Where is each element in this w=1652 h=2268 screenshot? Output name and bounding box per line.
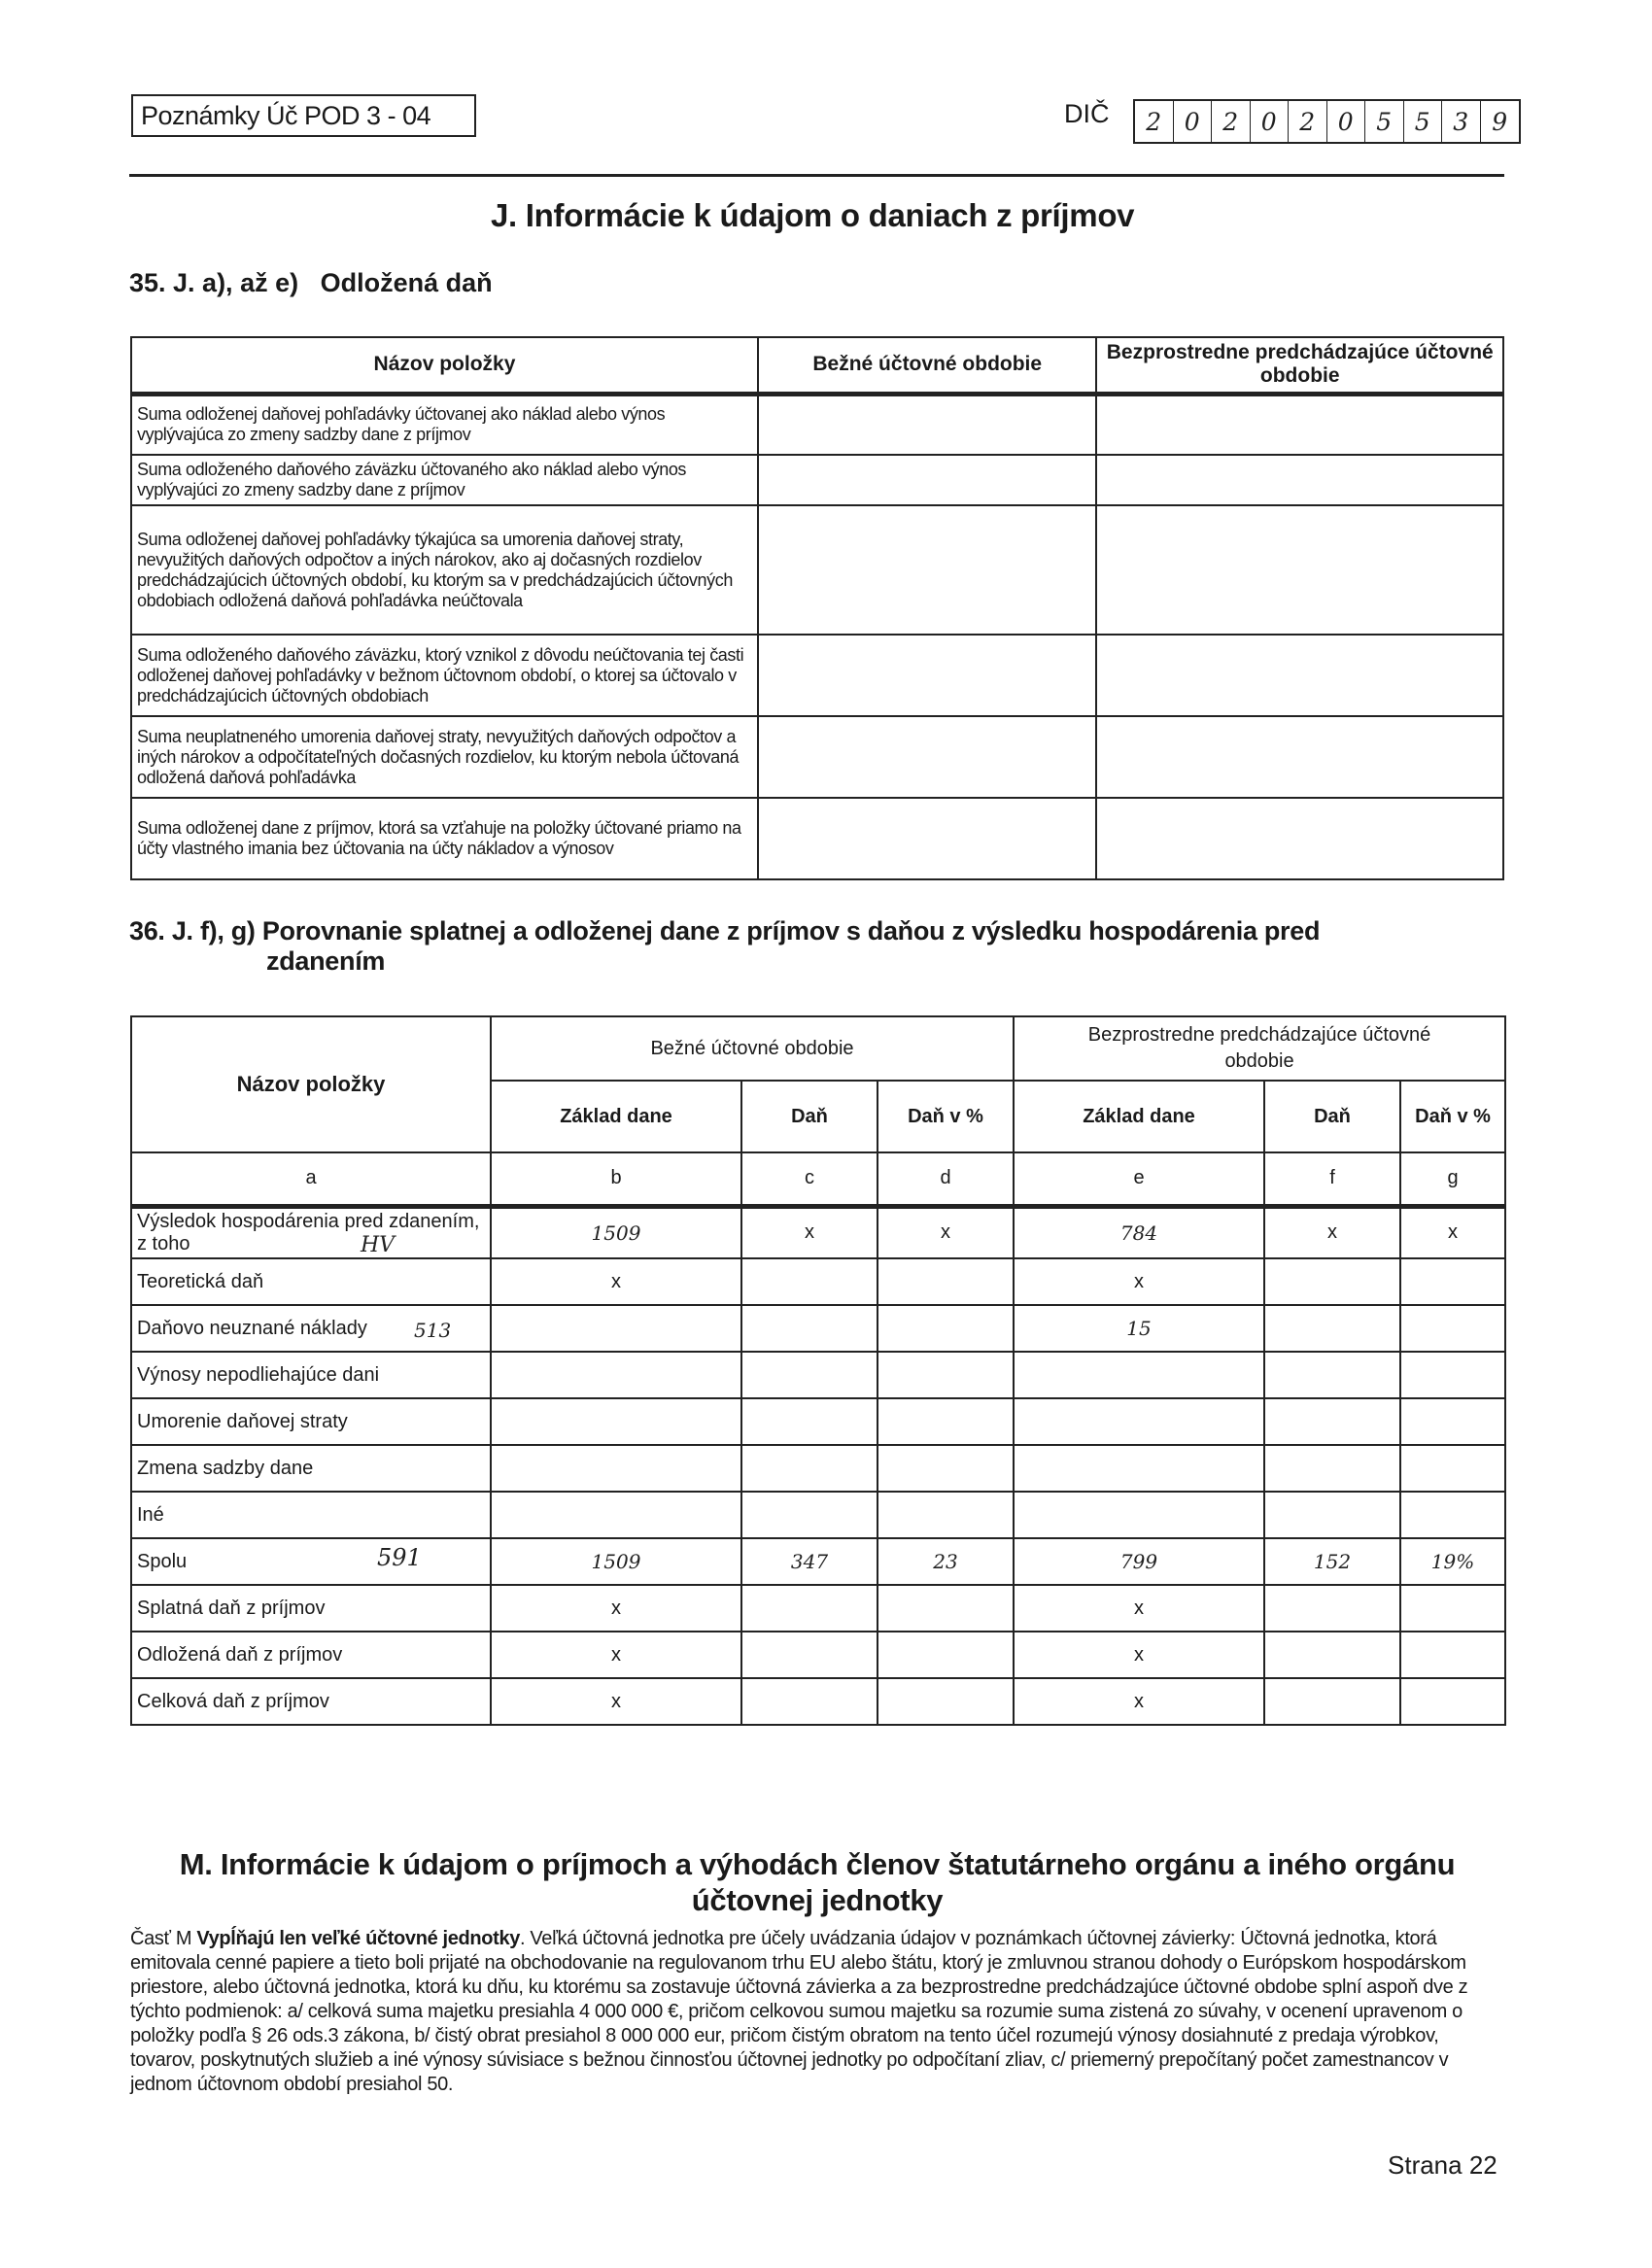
table-row [131, 394, 1503, 455]
tax-current-cell[interactable] [741, 1445, 878, 1492]
page-number: Strana 22 [1388, 2150, 1497, 2180]
tax-previous-cell[interactable] [1264, 1398, 1400, 1445]
previous-period-cell[interactable] [1096, 798, 1503, 879]
row-label [131, 1305, 491, 1352]
tax-base-previous-cell[interactable]: x [1014, 1585, 1264, 1632]
previous-period-cell[interactable] [1096, 716, 1503, 798]
table-row [131, 1305, 1505, 1352]
column-letter: e [1014, 1152, 1264, 1206]
tax-current-cell[interactable] [741, 1492, 878, 1538]
tax-pct-current-cell[interactable] [878, 1585, 1014, 1632]
column-header-previous-period: Bezprostredne predchádzajúce účtovné obdobie [1096, 337, 1503, 394]
row-label: Suma odloženého daňového záväzku účtovaného ako náklad alebo výnos vyplývajúci zo zmeny sadzby dane z príjmov [131, 455, 758, 505]
dic-digit[interactable]: 2 [1289, 101, 1327, 142]
tax-base-current-cell[interactable] [491, 1305, 741, 1352]
tax-base-current-cell[interactable] [491, 1445, 741, 1492]
section-35-title: 35. J. a), až e) Odložená daň [129, 268, 493, 297]
previous-period-cell[interactable] [1096, 394, 1503, 455]
dic-digit[interactable]: 2 [1135, 101, 1174, 142]
column-letter: b [491, 1152, 741, 1206]
row-label: Suma odloženého daňového záväzku, ktorý vznikol z dôvodu neúčtovania tej časti odloženej daňovej pohľadávky v bežnom účtovnom období, o ktorej sa účtovalo v predchádzajúcich účtovných obdobiach [131, 635, 758, 716]
tax-pct-current-cell[interactable] [878, 1305, 1014, 1352]
tax-base-previous-cell[interactable] [1014, 1492, 1264, 1538]
table-row [131, 1585, 1505, 1632]
tax-pct-previous-cell[interactable] [1400, 1678, 1505, 1725]
section-36-title [129, 916, 1490, 977]
handwritten-note: 591 [377, 1544, 422, 1571]
current-period-cell[interactable] [758, 798, 1096, 879]
table-row [131, 1678, 1505, 1725]
tax-previous-cell[interactable]: x [1264, 1206, 1400, 1258]
row-label [131, 1538, 491, 1585]
column-header-tax-base-previous: Základ dane [1014, 1081, 1264, 1152]
tax-base-current-cell[interactable]: x [491, 1585, 741, 1632]
row-label [131, 1206, 491, 1258]
tax-pct-previous-cell[interactable] [1400, 1632, 1505, 1678]
row-label: Splatná daň z príjmov [131, 1585, 491, 1632]
dic-digit[interactable]: 0 [1327, 101, 1366, 142]
tax-current-cell[interactable] [741, 1305, 878, 1352]
table-row [131, 1206, 1505, 1258]
tax-base-current-cell[interactable]: 1509 [491, 1206, 741, 1258]
tax-base-current-cell[interactable]: x [491, 1632, 741, 1678]
tax-base-current-cell[interactable]: 1509 [491, 1538, 741, 1585]
table-row-total [131, 1538, 1505, 1585]
tax-current-cell[interactable] [741, 1398, 878, 1445]
tax-base-previous-cell[interactable]: x [1014, 1258, 1264, 1305]
section-j-title: J. Informácie k údajom o daniach z príjmov [491, 197, 1135, 233]
current-period-cell[interactable] [758, 394, 1096, 455]
tax-current-cell[interactable] [741, 1585, 878, 1632]
table-row [131, 1445, 1505, 1492]
tax-pct-current-cell[interactable] [878, 1445, 1014, 1492]
row-label: Celková daň z príjmov [131, 1678, 491, 1725]
row-label: Iné [131, 1492, 491, 1538]
tax-base-current-cell[interactable] [491, 1492, 741, 1538]
section-36-title-line1: 36. J. f), g) Porovnanie splatnej a odloženej dane z príjmov s daňou z výsledku hospodárenia pred [129, 916, 1321, 945]
previous-period-cell[interactable] [1096, 505, 1503, 635]
table-row [131, 798, 1503, 879]
tax-base-previous-cell[interactable] [1014, 1445, 1264, 1492]
column-header-tax-pct-previous: Daň v % [1400, 1081, 1505, 1152]
row-label-text: Spolu [137, 1550, 188, 1572]
tax-previous-cell[interactable] [1264, 1305, 1400, 1352]
column-header-current-period: Bežné účtovné obdobie [758, 337, 1096, 394]
column-letter: a [131, 1152, 491, 1206]
tax-base-current-cell[interactable]: x [491, 1678, 741, 1725]
form-id: Poznámky Úč POD 3 - 04 [141, 100, 431, 130]
tax-base-current-cell[interactable] [491, 1398, 741, 1445]
column-letter: d [878, 1152, 1014, 1206]
tax-current-cell[interactable] [741, 1678, 878, 1725]
column-header-tax-current: Daň [741, 1081, 878, 1152]
dic-field[interactable] [1133, 99, 1521, 144]
row-label: Zmena sadzby dane [131, 1445, 491, 1492]
dic-digit[interactable]: 2 [1212, 101, 1251, 142]
tax-pct-current-cell[interactable] [878, 1492, 1014, 1538]
row-label: Umorenie daňovej straty [131, 1398, 491, 1445]
tax-base-previous-cell[interactable] [1014, 1352, 1264, 1398]
tax-previous-cell[interactable] [1264, 1445, 1400, 1492]
table-row [131, 635, 1503, 716]
column-letters-row [131, 1152, 1505, 1206]
tax-pct-previous-cell[interactable] [1400, 1305, 1505, 1352]
tax-pct-previous-cell[interactable] [1400, 1492, 1505, 1538]
tax-pct-current-cell[interactable] [878, 1258, 1014, 1305]
column-header-tax-previous: Daň [1264, 1081, 1400, 1152]
deferred-tax-table [130, 336, 1504, 880]
table-row [131, 1258, 1505, 1305]
tax-current-cell[interactable] [741, 1258, 878, 1305]
tax-pct-current-cell[interactable] [878, 1352, 1014, 1398]
tax-base-previous-cell[interactable]: 15 [1014, 1305, 1264, 1352]
section-m-title: M. Informácie k údajom o príjmoch a výhodách členov štatutárneho orgánu a iného orgánu účtovnej jednotky [179, 1847, 1456, 1917]
tax-pct-current-cell[interactable]: 23 [878, 1538, 1014, 1585]
tax-current-cell[interactable] [741, 1352, 878, 1398]
row-label: Výnosy nepodliehajúce dani [131, 1352, 491, 1398]
tax-pct-previous-cell[interactable] [1400, 1352, 1505, 1398]
table-row [131, 1398, 1505, 1445]
tax-base-current-cell[interactable] [491, 1352, 741, 1398]
table-row [131, 1632, 1505, 1678]
tax-pct-current-cell[interactable]: x [878, 1206, 1014, 1258]
column-header-item-name: Názov položky [131, 337, 758, 394]
table-row [131, 1352, 1505, 1398]
column-header-tax-base-current: Základ dane [491, 1081, 741, 1152]
row-label: Suma neuplatneného umorenia daňovej straty, nevyužitých daňových odpočtov a iných nárokov a odpočítateľných dočasných rozdielov, ku ktorým nebola účtovaná odložená daňová pohľadávka [131, 716, 758, 798]
current-period-cell[interactable] [758, 635, 1096, 716]
row-label-text: Výsledok hospodárenia pred zdanením, z toho [137, 1210, 480, 1254]
tax-pct-previous-cell[interactable]: 19% [1400, 1538, 1505, 1585]
section-m-intro-prefix: Časť M [130, 1928, 197, 1949]
column-letter: g [1400, 1152, 1505, 1206]
tax-base-current-cell[interactable]: x [491, 1258, 741, 1305]
section-m-intro-bold: Vypĺňajú len veľké účtovné jednotky [196, 1928, 520, 1949]
handwritten-note: 513 [414, 1319, 452, 1342]
tax-pct-previous-cell[interactable]: x [1400, 1206, 1505, 1258]
dic-label: DIČ [1064, 99, 1110, 128]
tax-current-cell[interactable]: 347 [741, 1538, 878, 1585]
tax-pct-previous-cell[interactable] [1400, 1445, 1505, 1492]
tax-pct-previous-cell[interactable] [1400, 1585, 1505, 1632]
dic-digit[interactable]: 0 [1251, 101, 1290, 142]
row-label: Teoretická daň [131, 1258, 491, 1305]
section-36-title-line2: zdanením [266, 946, 386, 976]
tax-previous-cell[interactable] [1264, 1492, 1400, 1538]
tax-base-previous-cell[interactable]: x [1014, 1632, 1264, 1678]
current-period-cell[interactable] [758, 716, 1096, 798]
row-label: Odložená daň z príjmov [131, 1632, 491, 1678]
dic-digit[interactable]: 0 [1174, 101, 1213, 142]
tax-previous-cell[interactable] [1264, 1258, 1400, 1305]
current-period-cell[interactable] [758, 505, 1096, 635]
tax-previous-cell[interactable]: 152 [1264, 1538, 1400, 1585]
dic-digit[interactable]: 9 [1492, 107, 1508, 136]
tax-base-previous-cell[interactable]: 784 [1014, 1206, 1264, 1258]
previous-period-cell[interactable] [1096, 455, 1503, 505]
tax-previous-cell[interactable] [1264, 1678, 1400, 1725]
tax-pct-current-cell[interactable] [878, 1678, 1014, 1725]
section-m-description [130, 1927, 1504, 2097]
tax-base-previous-cell[interactable]: x [1014, 1678, 1264, 1725]
column-letter: f [1264, 1152, 1400, 1206]
table-row [131, 1492, 1505, 1538]
row-label: Suma odloženej daňovej pohľadávky týkajúca sa umorenia daňovej straty, nevyužitých daňových odpočtov a iných nárokov, ako aj dočasných rozdielov predchádzajúcich účtovných období, ku ktorým sa v predchádzajúcich účtovných obdobiach odložená daňová pohľadávka neúčtovala [131, 505, 758, 635]
row-label: Suma odloženej daňovej pohľadávky účtovanej ako náklad alebo výnos vyplývajúca zo zmeny sadzby dane z príjmov [131, 394, 758, 455]
row-label-text: Daňovo neuznané náklady [137, 1317, 367, 1339]
dic-digit[interactable]: 5 [1365, 101, 1404, 142]
tax-current-cell[interactable]: x [741, 1206, 878, 1258]
tax-pct-current-cell[interactable] [878, 1398, 1014, 1445]
table-row [131, 505, 1503, 635]
previous-period-cell[interactable] [1096, 635, 1503, 716]
header-divider [129, 174, 1504, 177]
tax-previous-cell[interactable] [1264, 1352, 1400, 1398]
tax-base-previous-cell[interactable]: 799 [1014, 1538, 1264, 1585]
form-id-box [131, 94, 476, 137]
current-period-cell[interactable] [758, 455, 1096, 505]
table-row [131, 455, 1503, 505]
column-letter: c [741, 1152, 878, 1206]
row-label: Suma odloženej dane z príjmov, ktorá sa vzťahuje na položky účtované priamo na účty vlastného imania bez účtovania na účty nákladov a výnosov [131, 798, 758, 879]
tax-comparison-table [130, 1015, 1506, 1726]
tax-pct-current-cell[interactable] [878, 1632, 1014, 1678]
tax-pct-previous-cell[interactable] [1400, 1398, 1505, 1445]
handwritten-note: HV [361, 1232, 396, 1257]
column-group-previous-period: Bezprostredne predchádzajúce účtovné obdobie [1014, 1016, 1505, 1081]
dic-digit[interactable]: 3 [1442, 101, 1481, 142]
table-row [131, 716, 1503, 798]
column-group-current-period: Bežné účtovné obdobie [491, 1016, 1014, 1081]
section-m-body-text: . Veľká účtovná jednotka pre účely uvádzania údajov v poznámkach účtovnej závierky: Účtovná jednotka, ktorá emitovala cenné papiere a tieto boli prijaté na obchodovanie na regulovanom trhu EU alebo štátu, ktorý je zmluvnou stranou dohody o Európskom hospodárskom priestore, alebo účtovná jednotka, ktorá ku dňu, ku ktorému sa zostavuje účtovná závierka a za bezprostredne predchádzajúce účtovné obdobe splní aspoň dve z týchto podmienok: a/ celková suma majetku presiahla 4 000 000 €, pričom celkovou sumou majetku sa rozumie suma zistená zo súvahy, v ocenení upravenom o položky podľa § 26 ods.3 zákona, b/ čistý obrat presiahol 8 000 000 eur, pričom čistým obratom na tento účel rozumejú výnosy dosiahnuté z predaja výrobkov, tovarov, poskytnutých služieb a iné výnosy súvisiace s bežnou činnosťou účtovnej jednotky po odpočítaní zliav, c/ priemerný prepočítaný počet zamestnancov v jednom účtovnom období presiahol 50. [130, 1928, 1468, 2095]
dic-digit[interactable]: 5 [1404, 101, 1443, 142]
column-header-tax-pct-current: Daň v % [878, 1081, 1014, 1152]
tax-previous-cell[interactable] [1264, 1632, 1400, 1678]
column-header-item-name: Názov položky [131, 1016, 491, 1152]
tax-pct-previous-cell[interactable] [1400, 1258, 1505, 1305]
tax-previous-cell[interactable] [1264, 1585, 1400, 1632]
tax-base-previous-cell[interactable] [1014, 1398, 1264, 1445]
tax-current-cell[interactable] [741, 1632, 878, 1678]
